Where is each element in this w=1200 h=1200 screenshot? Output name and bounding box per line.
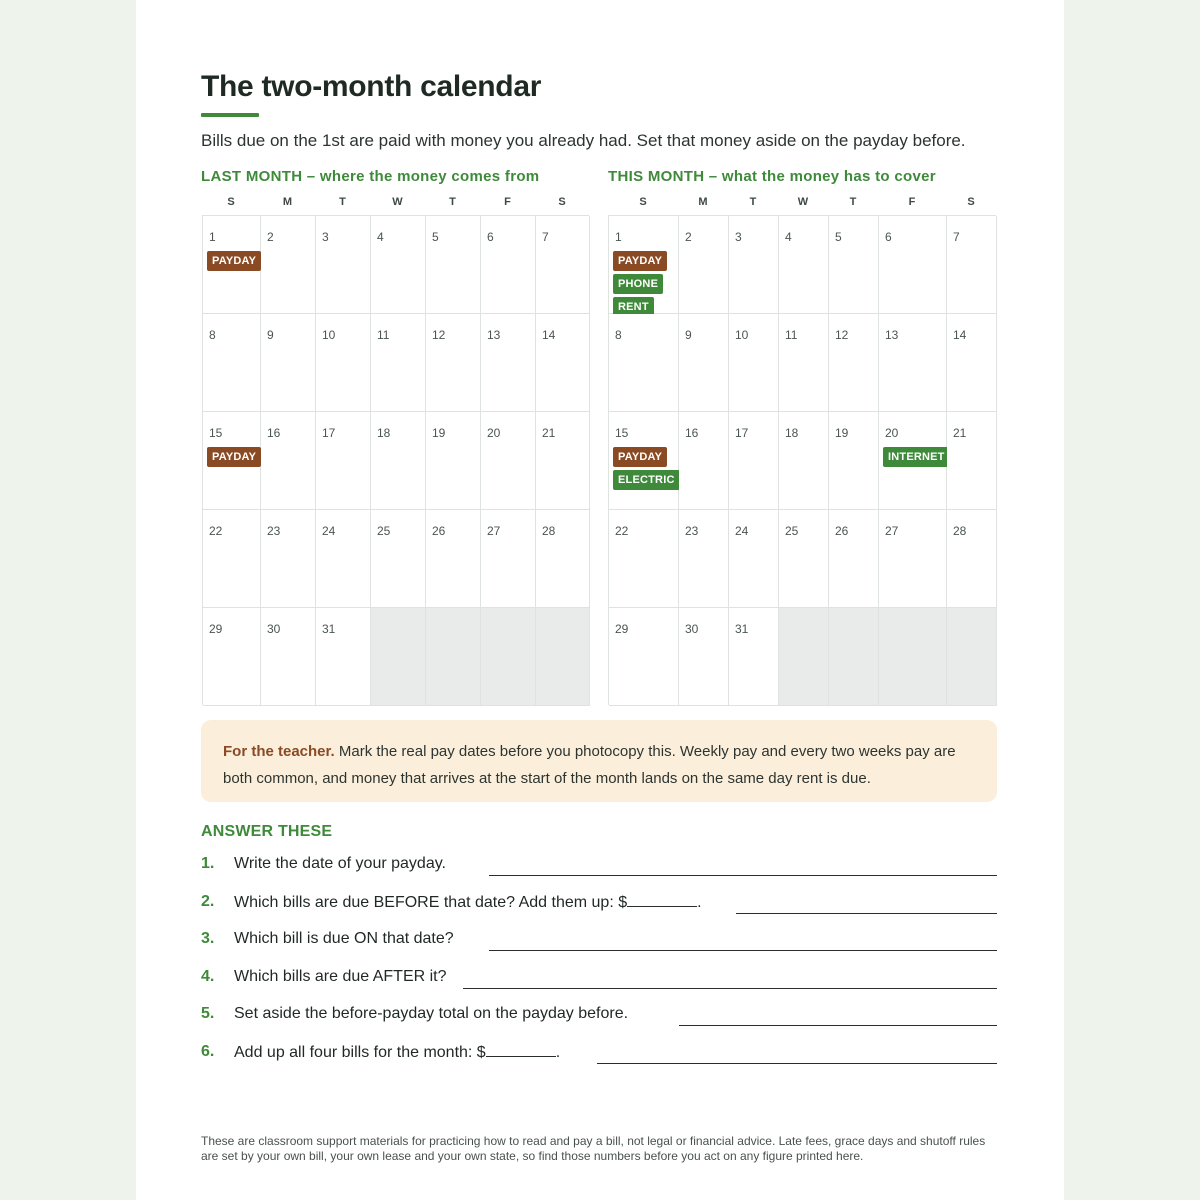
day-number: 9 xyxy=(267,328,274,342)
day-number: 28 xyxy=(542,524,556,538)
question-number: 6. xyxy=(201,1043,215,1060)
day-cell xyxy=(316,314,371,412)
day-cell xyxy=(729,216,779,314)
title-underline xyxy=(201,113,259,117)
dollar-blank[interactable] xyxy=(486,1043,556,1057)
weekday-label: S xyxy=(639,196,647,208)
day-number: 21 xyxy=(542,426,556,440)
day-cell xyxy=(261,510,316,608)
question-row xyxy=(201,968,997,994)
day-number: 31 xyxy=(735,622,749,636)
day-cell xyxy=(829,412,879,510)
day-cell xyxy=(947,314,997,412)
day-number: 29 xyxy=(615,622,629,636)
calendar-grid xyxy=(202,215,589,705)
weekday-label: M xyxy=(282,196,293,208)
teacher-note xyxy=(201,720,997,802)
question-text xyxy=(234,930,454,948)
day-number: 27 xyxy=(885,524,899,538)
day-cell xyxy=(536,412,590,510)
question-prompt: Add up all four bills for the month: $ xyxy=(234,1044,486,1061)
day-number: 28 xyxy=(953,524,967,538)
empty-day-cell xyxy=(779,608,829,706)
day-number: 31 xyxy=(322,622,336,636)
day-number: 10 xyxy=(735,328,749,342)
day-cell xyxy=(316,412,371,510)
weekday-label: T xyxy=(449,196,456,208)
day-number: 2 xyxy=(685,230,692,244)
teacher-note-text: Mark the real pay dates before you photocopy this. Weekly pay and every two weeks pay are both common, and money that arrives at the start of the month lands on the same day rent is due. xyxy=(223,743,956,787)
day-cell xyxy=(879,314,947,412)
day-number: 10 xyxy=(322,328,336,342)
day-number: 7 xyxy=(953,230,960,244)
day-number: 26 xyxy=(432,524,446,538)
answer-line[interactable] xyxy=(463,988,997,989)
day-cell xyxy=(536,314,590,412)
day-cell xyxy=(879,216,947,314)
day-cell xyxy=(481,314,536,412)
weekday-label: T xyxy=(749,196,757,208)
day-number: 11 xyxy=(785,328,798,342)
day-number: 26 xyxy=(835,524,849,538)
day-number: 19 xyxy=(432,426,446,440)
blank-suffix: . xyxy=(555,1044,561,1061)
question-prompt: Which bills are due BEFORE that date? Add them up: $ xyxy=(234,894,628,911)
answer-line[interactable] xyxy=(489,875,997,876)
question-number: 5. xyxy=(201,1005,215,1022)
day-number: 5 xyxy=(835,230,842,244)
blank-suffix: . xyxy=(697,894,702,911)
day-number: 24 xyxy=(735,524,749,538)
day-number: 13 xyxy=(487,328,501,342)
day-number: 24 xyxy=(322,524,336,538)
day-number: 20 xyxy=(885,426,899,440)
empty-day-cell xyxy=(536,608,590,706)
day-cell xyxy=(371,510,426,608)
answer-line[interactable] xyxy=(489,950,997,951)
day-cell xyxy=(371,314,426,412)
day-cell xyxy=(203,216,261,314)
day-cell xyxy=(261,314,316,412)
day-number: 20 xyxy=(487,426,501,440)
day-number: 6 xyxy=(487,230,494,244)
day-number: 17 xyxy=(322,426,336,440)
question-row xyxy=(201,893,997,919)
day-cell xyxy=(203,412,261,510)
question-row xyxy=(201,1043,997,1069)
day-cell xyxy=(316,608,371,706)
day-cell xyxy=(779,216,829,314)
day-cell xyxy=(316,216,371,314)
worksheet-page xyxy=(136,0,1064,1200)
bill-tag: RENT xyxy=(613,297,654,317)
day-number: 29 xyxy=(209,622,223,636)
last-month-label: LAST MONTH – where the money comes from xyxy=(201,168,540,185)
answer-section-title: ANSWER THESE xyxy=(201,823,333,840)
weekday-label: F xyxy=(504,196,511,208)
day-cell xyxy=(829,216,879,314)
day-cell xyxy=(426,510,481,608)
day-number: 25 xyxy=(785,524,799,538)
day-number: 22 xyxy=(615,524,629,538)
day-cell xyxy=(829,510,879,608)
day-cell xyxy=(426,314,481,412)
weekday-header xyxy=(608,193,996,213)
question-prompt: Write the date of your payday. xyxy=(234,855,446,872)
day-number: 18 xyxy=(785,426,799,440)
question-text xyxy=(234,968,447,986)
day-number: 4 xyxy=(785,230,792,244)
day-number: 23 xyxy=(267,524,281,538)
day-cell xyxy=(481,216,536,314)
day-cell xyxy=(261,216,316,314)
day-cell xyxy=(679,510,729,608)
page-subtitle: Bills due on the 1st are paid with money you already had. Set that money aside on the payday before. xyxy=(201,131,966,150)
day-cell xyxy=(779,314,829,412)
question-text xyxy=(234,855,446,873)
this-month-label: THIS MONTH – what the money has to cover xyxy=(608,168,936,185)
day-number: 1 xyxy=(209,230,216,244)
teacher-note-lead: For the teacher. xyxy=(223,743,335,760)
day-cell xyxy=(203,510,261,608)
day-number: 30 xyxy=(267,622,281,636)
question-prompt: Set aside the before-payday total on the payday before. xyxy=(234,1005,629,1022)
day-cell xyxy=(481,412,536,510)
day-number: 11 xyxy=(377,328,390,342)
day-cell xyxy=(609,510,679,608)
question-prompt: Which bills are due AFTER it? xyxy=(234,968,447,985)
weekday-label: F xyxy=(908,196,916,208)
empty-day-cell xyxy=(426,608,481,706)
bill-tag: INTERNET xyxy=(883,447,950,467)
empty-day-cell xyxy=(829,608,879,706)
day-cell xyxy=(316,510,371,608)
answer-line[interactable] xyxy=(597,1063,997,1064)
day-number: 16 xyxy=(685,426,699,440)
day-cell xyxy=(536,510,590,608)
day-cell xyxy=(947,412,997,510)
question-row xyxy=(201,855,997,881)
dollar-blank[interactable] xyxy=(627,893,697,907)
day-number: 15 xyxy=(615,426,629,440)
empty-day-cell xyxy=(481,608,536,706)
day-cell xyxy=(679,314,729,412)
day-cell xyxy=(426,412,481,510)
question-text xyxy=(234,1043,560,1062)
day-cell xyxy=(371,412,426,510)
weekday-label: S xyxy=(967,196,975,208)
day-number: 8 xyxy=(209,328,216,342)
day-cell xyxy=(481,510,536,608)
day-number: 17 xyxy=(735,426,749,440)
day-number: 14 xyxy=(542,328,556,342)
day-cell xyxy=(426,216,481,314)
weekday-header xyxy=(202,193,589,213)
day-number: 2 xyxy=(267,230,274,244)
empty-day-cell xyxy=(947,608,997,706)
day-number: 8 xyxy=(615,328,622,342)
day-number: 13 xyxy=(885,328,899,342)
day-number: 12 xyxy=(835,328,849,342)
day-number: 14 xyxy=(953,328,967,342)
day-number: 9 xyxy=(685,328,692,342)
day-cell xyxy=(729,510,779,608)
payday-tag: PAYDAY xyxy=(207,251,261,271)
day-number: 5 xyxy=(432,230,439,244)
day-cell xyxy=(203,608,261,706)
day-number: 19 xyxy=(835,426,849,440)
day-cell xyxy=(371,216,426,314)
day-cell xyxy=(879,412,947,510)
day-cell xyxy=(536,216,590,314)
day-cell xyxy=(829,314,879,412)
question-row xyxy=(201,930,997,956)
day-number: 6 xyxy=(885,230,892,244)
weekday-label: W xyxy=(392,196,403,208)
day-number: 16 xyxy=(267,426,281,440)
day-number: 23 xyxy=(685,524,699,538)
question-row xyxy=(201,1005,997,1031)
day-number: 3 xyxy=(322,230,329,244)
answer-line[interactable] xyxy=(736,913,997,914)
page-title: The two-month calendar xyxy=(201,70,542,103)
question-text xyxy=(234,893,702,912)
question-number: 1. xyxy=(201,855,215,872)
day-cell xyxy=(609,314,679,412)
day-number: 7 xyxy=(542,230,549,244)
day-cell xyxy=(729,608,779,706)
weekday-label: W xyxy=(797,196,809,208)
empty-day-cell xyxy=(371,608,426,706)
question-number: 3. xyxy=(201,930,215,947)
calendar-grid xyxy=(608,215,996,705)
day-number: 22 xyxy=(209,524,223,538)
empty-day-cell xyxy=(879,608,947,706)
question-prompt: Which bill is due ON that date? xyxy=(234,930,454,947)
day-cell xyxy=(729,314,779,412)
day-cell xyxy=(779,510,829,608)
question-text xyxy=(234,1005,628,1023)
payday-tag: PAYDAY xyxy=(613,447,667,467)
payday-tag: PAYDAY xyxy=(613,251,667,271)
day-number: 3 xyxy=(735,230,742,244)
day-number: 30 xyxy=(685,622,699,636)
disclaimer-footer: These are classroom support materials for practicing how to read and pay a bill, not legal or financial advice. Late fees, grace days and shutoff rules are set by your own bill, your own lease and your own state, so find those numbers before you act on any figure printed here. xyxy=(201,1134,986,1163)
payday-tag: PAYDAY xyxy=(207,447,261,467)
day-cell xyxy=(261,412,316,510)
day-cell xyxy=(679,608,729,706)
question-number: 4. xyxy=(201,968,215,985)
day-number: 27 xyxy=(487,524,501,538)
weekday-label: S xyxy=(558,196,566,208)
weekday-label: T xyxy=(849,196,857,208)
day-number: 25 xyxy=(377,524,391,538)
weekday-label: M xyxy=(698,196,708,208)
day-cell xyxy=(879,510,947,608)
weekday-label: T xyxy=(339,196,346,208)
day-cell xyxy=(679,412,729,510)
day-cell xyxy=(609,216,679,314)
question-number: 2. xyxy=(201,893,215,910)
day-cell xyxy=(679,216,729,314)
day-number: 21 xyxy=(953,426,967,440)
weekday-label: S xyxy=(227,196,235,208)
day-cell xyxy=(609,608,679,706)
day-cell xyxy=(729,412,779,510)
bill-tag: ELECTRIC xyxy=(613,470,680,490)
day-number: 12 xyxy=(432,328,446,342)
day-cell xyxy=(947,216,997,314)
day-cell xyxy=(203,314,261,412)
answer-line[interactable] xyxy=(679,1025,997,1026)
day-number: 1 xyxy=(615,230,622,244)
day-cell xyxy=(609,412,679,510)
day-cell xyxy=(261,608,316,706)
bill-tag: PHONE xyxy=(613,274,663,294)
day-number: 15 xyxy=(209,426,223,440)
day-cell xyxy=(779,412,829,510)
day-number: 4 xyxy=(377,230,384,244)
day-cell xyxy=(947,510,997,608)
day-number: 18 xyxy=(377,426,391,440)
